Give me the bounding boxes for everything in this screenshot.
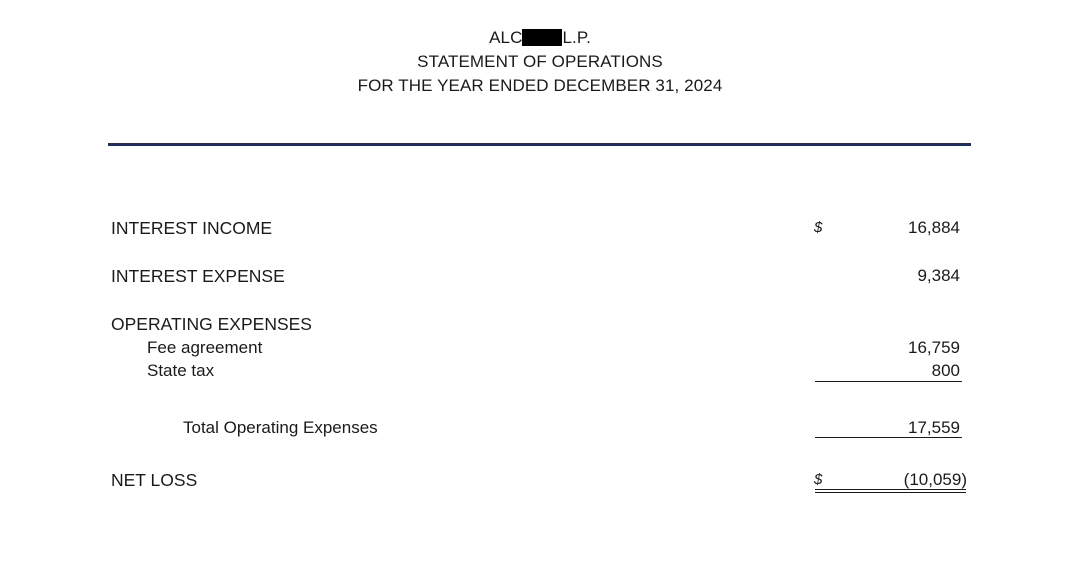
interest-income-amount: 16,884 bbox=[908, 218, 960, 237]
state-tax-amount: 800 bbox=[931, 361, 960, 380]
operating-expenses-label: OPERATING EXPENSES bbox=[111, 314, 312, 334]
total-operating-expenses-label: Total Operating Expenses bbox=[183, 418, 378, 437]
fee-agreement-amount: 16,759 bbox=[908, 338, 960, 357]
company-name bbox=[0, 28, 1080, 48]
net-loss-underline-2 bbox=[815, 492, 966, 493]
net-loss-label: NET LOSS bbox=[111, 470, 198, 490]
interest-income-label: INTEREST INCOME bbox=[111, 218, 273, 238]
redaction-block bbox=[522, 29, 562, 46]
interest-expense-label: INTEREST EXPENSE bbox=[111, 266, 285, 286]
fee-agreement-label: Fee agreement bbox=[147, 338, 263, 357]
total-underline bbox=[815, 437, 962, 438]
company-name-suffix: L.P. bbox=[562, 28, 591, 47]
net-loss-currency: $ bbox=[814, 471, 823, 488]
header-divider bbox=[108, 143, 971, 146]
net-loss-underline-1 bbox=[815, 489, 966, 490]
statement-period: FOR THE YEAR ENDED DECEMBER 31, 2024 bbox=[357, 76, 723, 95]
subtotal-underline bbox=[815, 381, 962, 382]
state-tax-label: State tax bbox=[147, 361, 215, 380]
interest-income-currency: $ bbox=[814, 219, 823, 236]
interest-expense-amount: 9,384 bbox=[917, 266, 960, 285]
statement-title: STATEMENT OF OPERATIONS bbox=[417, 52, 663, 71]
net-loss-amount: (10,059) bbox=[903, 470, 967, 489]
total-operating-expenses-amount: 17,559 bbox=[908, 418, 960, 437]
company-name-prefix: ALC bbox=[489, 28, 523, 47]
